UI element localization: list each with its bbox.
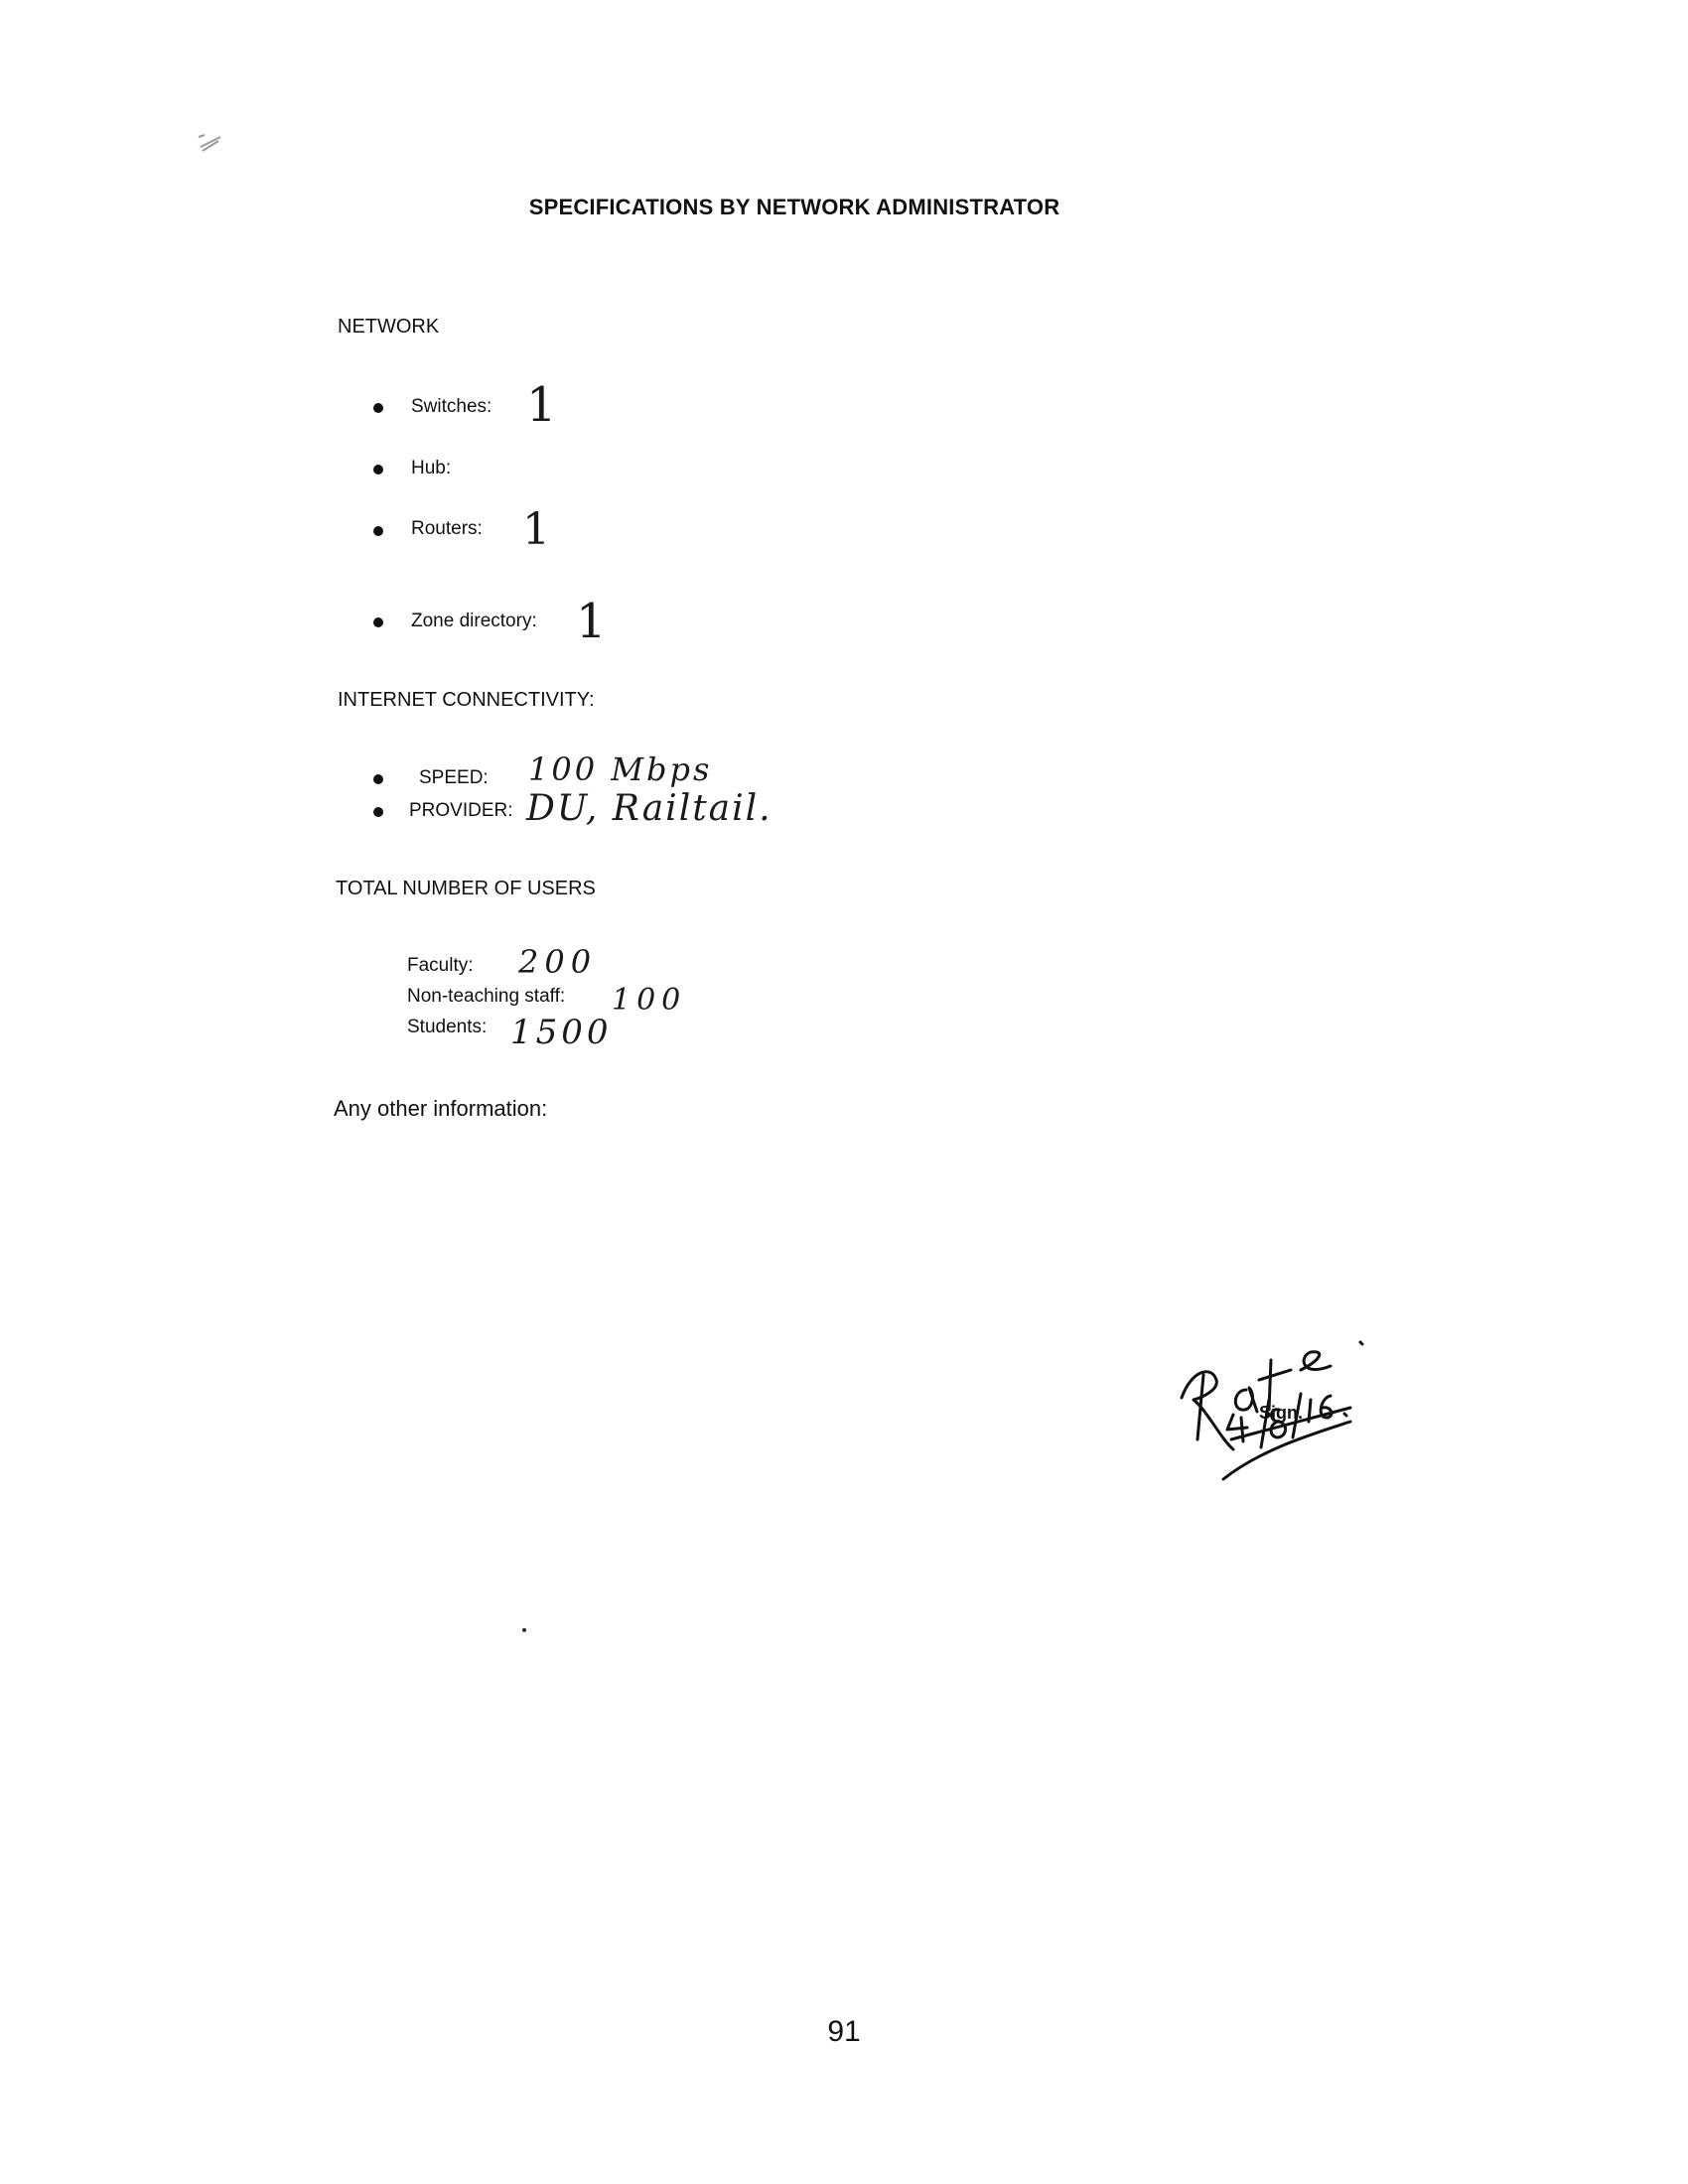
bullet	[373, 807, 383, 817]
internet-heading: INTERNET CONNECTIVITY:	[338, 689, 595, 711]
students-value: 1500	[510, 1013, 613, 1052]
scan-mark	[197, 133, 224, 153]
speed-value: 100 Mbps	[528, 751, 713, 788]
bullet	[373, 617, 383, 627]
users-heading: TOTAL NUMBER OF USERS	[336, 878, 596, 899]
sign-label: Sign.	[1259, 1403, 1303, 1423]
bullet	[373, 526, 383, 536]
faculty-value: 200	[518, 943, 598, 981]
non-teaching-label: Non-teaching staff:	[407, 986, 566, 1007]
switches-label: Switches:	[411, 396, 492, 417]
bullet	[373, 465, 383, 475]
page-number: 91	[827, 2015, 861, 2048]
faculty-label: Faculty:	[407, 955, 474, 976]
zone-directory-value: 1	[576, 594, 607, 649]
non-teaching-value: 100	[612, 983, 687, 1018]
zone-directory-label: Zone directory:	[411, 611, 537, 631]
switches-value: 1	[526, 377, 557, 433]
routers-label: Routers:	[411, 518, 483, 539]
bullet	[373, 403, 383, 413]
page-title: SPECIFICATIONS BY NETWORK ADMINISTRATOR	[528, 195, 1060, 219]
other-info-label: Any other information:	[334, 1096, 548, 1121]
hub-label: Hub:	[411, 458, 452, 478]
provider-value: DU, Railtail.	[526, 788, 773, 829]
provider-label: PROVIDER:	[409, 800, 513, 821]
speed-label: SPEED:	[419, 767, 489, 788]
students-label: Students:	[407, 1017, 488, 1037]
bullet	[373, 774, 383, 784]
scan-speck	[522, 1628, 526, 1632]
network-heading: NETWORK	[338, 316, 440, 338]
routers-value: 1	[522, 504, 550, 555]
